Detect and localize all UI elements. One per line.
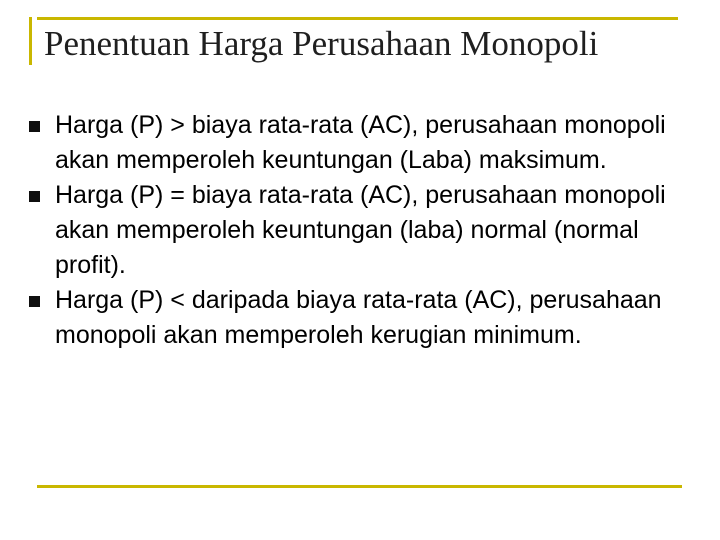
- bullet-text: Harga (P) = biaya rata-rata (AC), perusahaan monopoli akan memperoleh keuntungan (laba) normal (normal profit).: [55, 181, 666, 279]
- title-rule-left: [29, 17, 32, 65]
- bullet-item: [29, 108, 689, 178]
- square-bullet-icon: [29, 296, 40, 307]
- bullet-item: [29, 283, 689, 353]
- square-bullet-icon: [29, 191, 40, 202]
- title-rule-top: [37, 17, 678, 20]
- slide-title: Penentuan Harga Perusahaan Monopoli: [44, 24, 599, 63]
- footer-rule: [37, 485, 682, 488]
- bullet-text: Harga (P) < daripada biaya rata-rata (AC), perusahaan monopoli akan memperoleh kerugian minimum.: [55, 286, 662, 349]
- bullet-item: [29, 178, 689, 283]
- bullet-text: Harga (P) > biaya rata-rata (AC), perusahaan monopoli akan memperoleh keuntungan (Laba) maksimum.: [55, 111, 666, 174]
- bullet-list: [29, 108, 689, 353]
- square-bullet-icon: [29, 121, 40, 132]
